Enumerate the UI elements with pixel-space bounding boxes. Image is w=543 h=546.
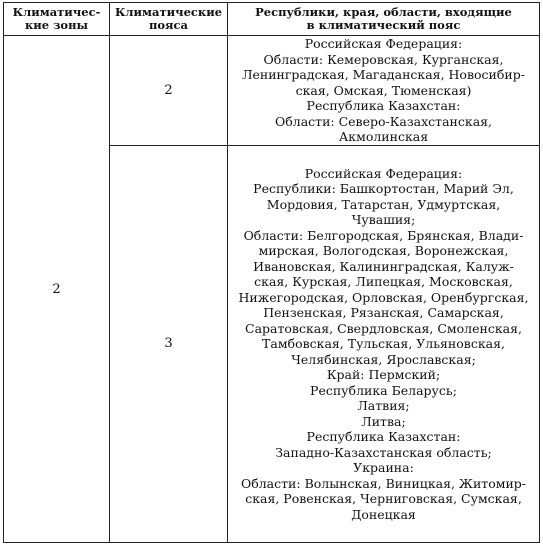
header-text: кие зоны: [24, 18, 89, 32]
region-line: ская, Курская, Липецкая, Московская,: [254, 274, 513, 289]
climate-zone-cell: 2: [4, 36, 110, 543]
region-line: Украина:: [353, 460, 414, 475]
header-text: пояса: [148, 18, 189, 32]
region-line: Мордовия, Татарстан, Удмуртская,: [266, 196, 501, 212]
region-line: ская, Омская, Тюменская): [295, 82, 472, 98]
region-line: Латвия;: [357, 398, 410, 413]
header-text: Климатичес-: [12, 5, 101, 19]
region-line: Республика Беларусь;: [310, 382, 457, 398]
table-header-row: [4, 3, 540, 36]
header-climate-belts: [110, 3, 228, 36]
regions-cell: [228, 36, 540, 146]
region-line: Пензенская, Рязанская, Самарская,: [263, 305, 504, 320]
region-line: Российская Федерация:: [304, 36, 463, 51]
regions-cell: [228, 145, 540, 543]
climate-belt-cell: 2: [110, 36, 228, 146]
table-row: [4, 36, 540, 146]
region-line: Челябинская, Ярославская;: [291, 351, 476, 367]
region-line: ская, Ровенская, Черниговская, Сумская,: [245, 491, 522, 506]
region-line: Ленинградская, Магаданская, Новосибир-: [242, 67, 525, 82]
climate-belt-cell: 3: [110, 145, 228, 543]
region-line: Республика Казахстан:: [306, 98, 461, 113]
header-regions: [228, 3, 540, 36]
region-line: Тамбовская, Тульская, Ульяновская,: [262, 336, 505, 351]
region-line: мирская, Вологодская, Воронежская,: [258, 243, 509, 258]
region-line: Донецкая: [351, 506, 416, 522]
region-line: Западно-Казахстанская область;: [275, 444, 492, 460]
region-line: Российская Федерация:: [304, 165, 463, 181]
region-line: Области: Кемеровская, Курганская,: [263, 51, 504, 67]
region-line: Литва;: [361, 413, 406, 429]
region-line: Ивановская, Калининградская, Калуж-: [253, 258, 514, 274]
region-line: Области: Белгородская, Брянская, Влади-: [243, 227, 524, 243]
region-line: Республики: Башкортостан, Марий Эл,: [253, 181, 514, 196]
climate-zones-table: [3, 2, 540, 543]
region-line: Республика Казахстан:: [306, 429, 461, 444]
region-line: Области: Волынская, Виницкая, Житомир-: [240, 475, 527, 491]
header-text: Климатические: [114, 5, 223, 19]
region-line: Нижегородская, Орловская, Оренбургская,: [238, 289, 529, 305]
region-line: Акмолинская: [338, 129, 429, 144]
header-climate-zones: [4, 3, 110, 36]
region-line: Край: Пермский;: [326, 367, 441, 382]
region-line: Чувашия;: [351, 212, 416, 227]
region-line: Саратовская, Свердловская, Смоленская,: [245, 320, 522, 336]
header-text: Республики, края, области, входящие: [255, 5, 512, 19]
header-text: в климатический пояс: [306, 18, 461, 32]
region-line: Области: Северо-Казахстанская,: [274, 113, 493, 129]
